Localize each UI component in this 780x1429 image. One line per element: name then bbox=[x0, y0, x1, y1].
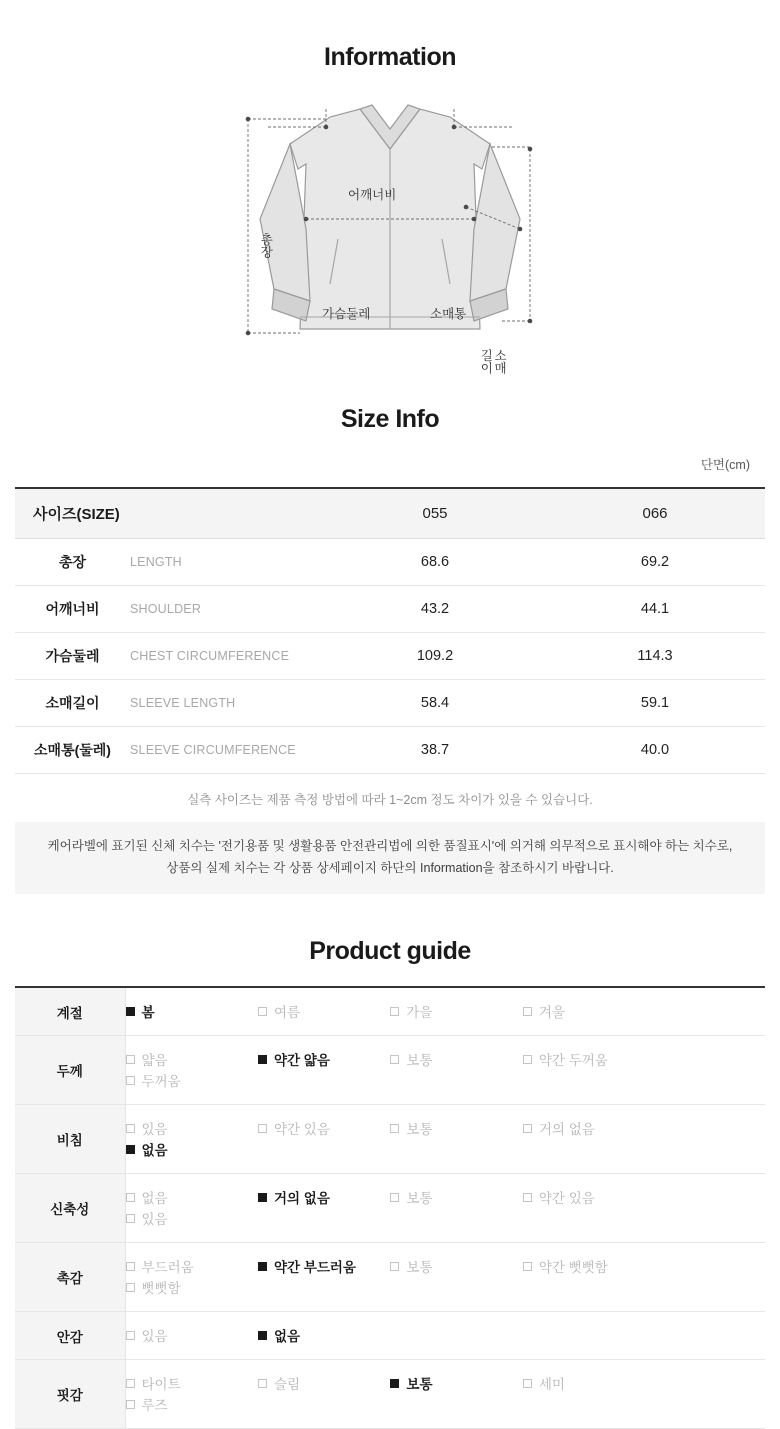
size-col-066: 066 bbox=[545, 488, 765, 539]
guide-label-thickness: 두께 bbox=[15, 1036, 125, 1105]
guide-option-thin[interactable]: 얇음 bbox=[126, 1049, 254, 1069]
row-label-en: SLEEVE CIRCUMFERENCE bbox=[130, 727, 325, 774]
guide-option-slightly-stiff[interactable]: 약간 뻣뻣함 bbox=[523, 1256, 651, 1276]
guide-row-sheerness bbox=[15, 1105, 765, 1174]
guide-label-season: 계절 bbox=[15, 987, 125, 1036]
table-row bbox=[15, 680, 765, 727]
checkbox-icon bbox=[258, 1055, 267, 1064]
checkbox-icon bbox=[126, 1262, 135, 1271]
guide-option-soft[interactable]: 부드러움 bbox=[126, 1256, 254, 1276]
guide-option-sheer-slight[interactable]: 약간 있음 bbox=[258, 1118, 386, 1138]
guide-options-fit bbox=[125, 1360, 765, 1429]
checkbox-icon bbox=[126, 1124, 135, 1133]
checkbox-icon bbox=[258, 1124, 267, 1133]
row-label-ko: 가슴둘레 bbox=[15, 633, 130, 680]
checkbox-icon bbox=[258, 1379, 267, 1388]
size-info-table bbox=[15, 487, 765, 774]
checkbox-icon bbox=[390, 1379, 399, 1388]
row-label-en: SLEEVE LENGTH bbox=[130, 680, 325, 727]
guide-option-sheer-almost-none[interactable]: 거의 없음 bbox=[523, 1118, 651, 1138]
guide-option-loose[interactable]: 루즈 bbox=[126, 1394, 254, 1414]
guide-row-thickness bbox=[15, 1036, 765, 1105]
guide-label-fit: 핏감 bbox=[15, 1360, 125, 1429]
guide-option-elastic-normal[interactable]: 보통 bbox=[390, 1187, 518, 1207]
guide-option-sheer-normal[interactable]: 보통 bbox=[390, 1118, 518, 1138]
guide-options-sheerness bbox=[125, 1105, 765, 1174]
checkbox-icon bbox=[523, 1379, 532, 1388]
product-guide-table bbox=[15, 986, 765, 1429]
checkbox-icon bbox=[523, 1193, 532, 1202]
checkbox-icon bbox=[390, 1124, 399, 1133]
checkbox-icon bbox=[523, 1055, 532, 1064]
guide-option-stiff[interactable]: 뻣뻣함 bbox=[126, 1277, 254, 1297]
guide-option-slightly-soft[interactable]: 약간 부드러움 bbox=[258, 1256, 386, 1276]
guide-options-elasticity bbox=[125, 1174, 765, 1243]
guide-row-elasticity bbox=[15, 1174, 765, 1243]
checkbox-icon bbox=[258, 1193, 267, 1202]
row-value-055: 68.6 bbox=[325, 539, 545, 586]
guide-row-lining bbox=[15, 1312, 765, 1360]
row-value-055: 43.2 bbox=[325, 586, 545, 633]
size-table-header-row bbox=[15, 488, 765, 539]
jacket-illustration-svg bbox=[230, 89, 550, 359]
guide-option-sheer-none[interactable]: 없음 bbox=[126, 1139, 254, 1159]
checkbox-icon bbox=[126, 1400, 135, 1409]
information-title: Information bbox=[324, 42, 456, 71]
row-value-055: 38.7 bbox=[325, 727, 545, 774]
diagram-label-sleeve-circumference: 소매통 bbox=[430, 306, 467, 321]
checkbox-icon bbox=[258, 1262, 267, 1271]
table-row bbox=[15, 727, 765, 774]
guide-option-lining-none[interactable]: 없음 bbox=[258, 1325, 386, 1345]
guide-options-texture bbox=[125, 1243, 765, 1312]
guide-label-sheerness: 비침 bbox=[15, 1105, 125, 1174]
row-label-ko: 소매길이 bbox=[15, 680, 130, 727]
checkbox-icon bbox=[523, 1262, 532, 1271]
checkbox-icon bbox=[258, 1331, 267, 1340]
size-info-title: Size Info bbox=[340, 405, 440, 434]
row-label-en: SHOULDER bbox=[130, 586, 325, 633]
size-col-055: 055 bbox=[325, 488, 545, 539]
row-label-en: CHEST CIRCUMFERENCE bbox=[130, 633, 325, 680]
guide-label-elasticity: 신축성 bbox=[15, 1174, 125, 1243]
guide-row-season bbox=[15, 987, 765, 1036]
diagram-label-length: 총장 bbox=[258, 232, 273, 258]
checkbox-icon bbox=[390, 1193, 399, 1202]
size-unit-note: 단면(cm) bbox=[700, 458, 750, 472]
care-label-note bbox=[15, 822, 765, 894]
guide-option-sheer-yes[interactable]: 있음 bbox=[126, 1118, 254, 1138]
guide-option-fit-normal[interactable]: 보통 bbox=[390, 1373, 518, 1393]
guide-label-lining: 안감 bbox=[15, 1312, 125, 1360]
guide-option-slightly-thin[interactable]: 약간 얇음 bbox=[258, 1049, 386, 1069]
guide-options-season bbox=[125, 987, 765, 1036]
guide-options-thickness bbox=[125, 1036, 765, 1105]
row-value-066: 44.1 bbox=[545, 586, 765, 633]
checkbox-icon bbox=[390, 1007, 399, 1016]
guide-option-tight[interactable]: 타이트 bbox=[126, 1373, 254, 1393]
guide-option-semi[interactable]: 세미 bbox=[523, 1373, 651, 1393]
checkbox-icon bbox=[126, 1145, 135, 1154]
row-label-en: LENGTH bbox=[130, 539, 325, 586]
diagram-label-chest: 가슴둘레 bbox=[322, 306, 371, 321]
row-label-ko: 어깨너비 bbox=[15, 586, 130, 633]
checkbox-icon bbox=[126, 1076, 135, 1085]
row-value-055: 58.4 bbox=[325, 680, 545, 727]
guide-option-slim[interactable]: 슬림 bbox=[258, 1373, 386, 1393]
guide-option-summer[interactable]: 여름 bbox=[258, 1001, 386, 1021]
guide-row-texture bbox=[15, 1243, 765, 1312]
checkbox-icon bbox=[126, 1283, 135, 1292]
diagram-label-sleeve-length: 소매길이 bbox=[478, 348, 507, 374]
guide-option-elastic-yes[interactable]: 있음 bbox=[126, 1208, 254, 1228]
row-label-ko: 총장 bbox=[15, 539, 130, 586]
checkbox-icon bbox=[390, 1055, 399, 1064]
checkbox-icon bbox=[126, 1193, 135, 1202]
checkbox-icon bbox=[523, 1007, 532, 1016]
guide-option-elastic-slight[interactable]: 약간 있음 bbox=[523, 1187, 651, 1207]
guide-option-texture-normal[interactable]: 보통 bbox=[390, 1256, 518, 1276]
guide-row-fit bbox=[15, 1360, 765, 1429]
row-label-ko: 소매통(둘레) bbox=[15, 727, 130, 774]
table-row bbox=[15, 586, 765, 633]
checkbox-icon bbox=[126, 1007, 135, 1016]
guide-option-slightly-thick[interactable]: 약간 두꺼움 bbox=[523, 1049, 651, 1069]
table-row bbox=[15, 633, 765, 680]
checkbox-icon bbox=[126, 1214, 135, 1223]
row-value-066: 59.1 bbox=[545, 680, 765, 727]
size-col-name: 사이즈(SIZE) bbox=[15, 488, 325, 539]
checkbox-icon bbox=[523, 1124, 532, 1133]
checkbox-icon bbox=[126, 1055, 135, 1064]
guide-option-winter[interactable]: 겨울 bbox=[523, 1001, 651, 1021]
guide-option-thick[interactable]: 두꺼움 bbox=[126, 1070, 254, 1090]
checkbox-icon bbox=[126, 1379, 135, 1388]
guide-option-lining-yes[interactable]: 있음 bbox=[126, 1325, 254, 1345]
table-row bbox=[15, 539, 765, 586]
guide-label-texture: 촉감 bbox=[15, 1243, 125, 1312]
guide-option-autumn[interactable]: 가을 bbox=[390, 1001, 518, 1021]
measure-tolerance-note: 실측 사이즈는 제품 측정 방법에 따라 1~2cm 정도 차이가 있을 수 있습니다. bbox=[187, 793, 593, 807]
row-value-066: 40.0 bbox=[545, 727, 765, 774]
guide-options-lining bbox=[125, 1312, 765, 1360]
row-value-066: 114.3 bbox=[545, 633, 765, 680]
guide-option-elastic-none[interactable]: 없음 bbox=[126, 1187, 254, 1207]
row-value-055: 109.2 bbox=[325, 633, 545, 680]
checkbox-icon bbox=[258, 1007, 267, 1016]
garment-measure-diagram bbox=[0, 89, 780, 379]
product-guide-title: Product guide bbox=[309, 936, 471, 965]
guide-option-elastic-almost-none[interactable]: 거의 없음 bbox=[258, 1187, 386, 1207]
product-detail-page bbox=[0, 17, 780, 1429]
row-value-066: 69.2 bbox=[545, 539, 765, 586]
care-label-note-line2: 상품의 실제 치수는 각 상품 상세페이지 하단의 Information을 참조하시기 바랍니다. bbox=[166, 860, 614, 875]
guide-option-spring[interactable]: 봄 bbox=[126, 1001, 254, 1021]
guide-option-normal[interactable]: 보통 bbox=[390, 1049, 518, 1069]
care-label-note-line1: 케어라벨에 표기된 신체 치수는 '전기용품 및 생활용품 안전관리법에 의한 품질표시'에 의거해 의무적으로 표시해야 하는 치수로, bbox=[47, 839, 733, 853]
diagram-label-shoulder: 어깨너비 bbox=[348, 187, 397, 202]
checkbox-icon bbox=[126, 1331, 135, 1340]
checkbox-icon bbox=[390, 1262, 399, 1271]
